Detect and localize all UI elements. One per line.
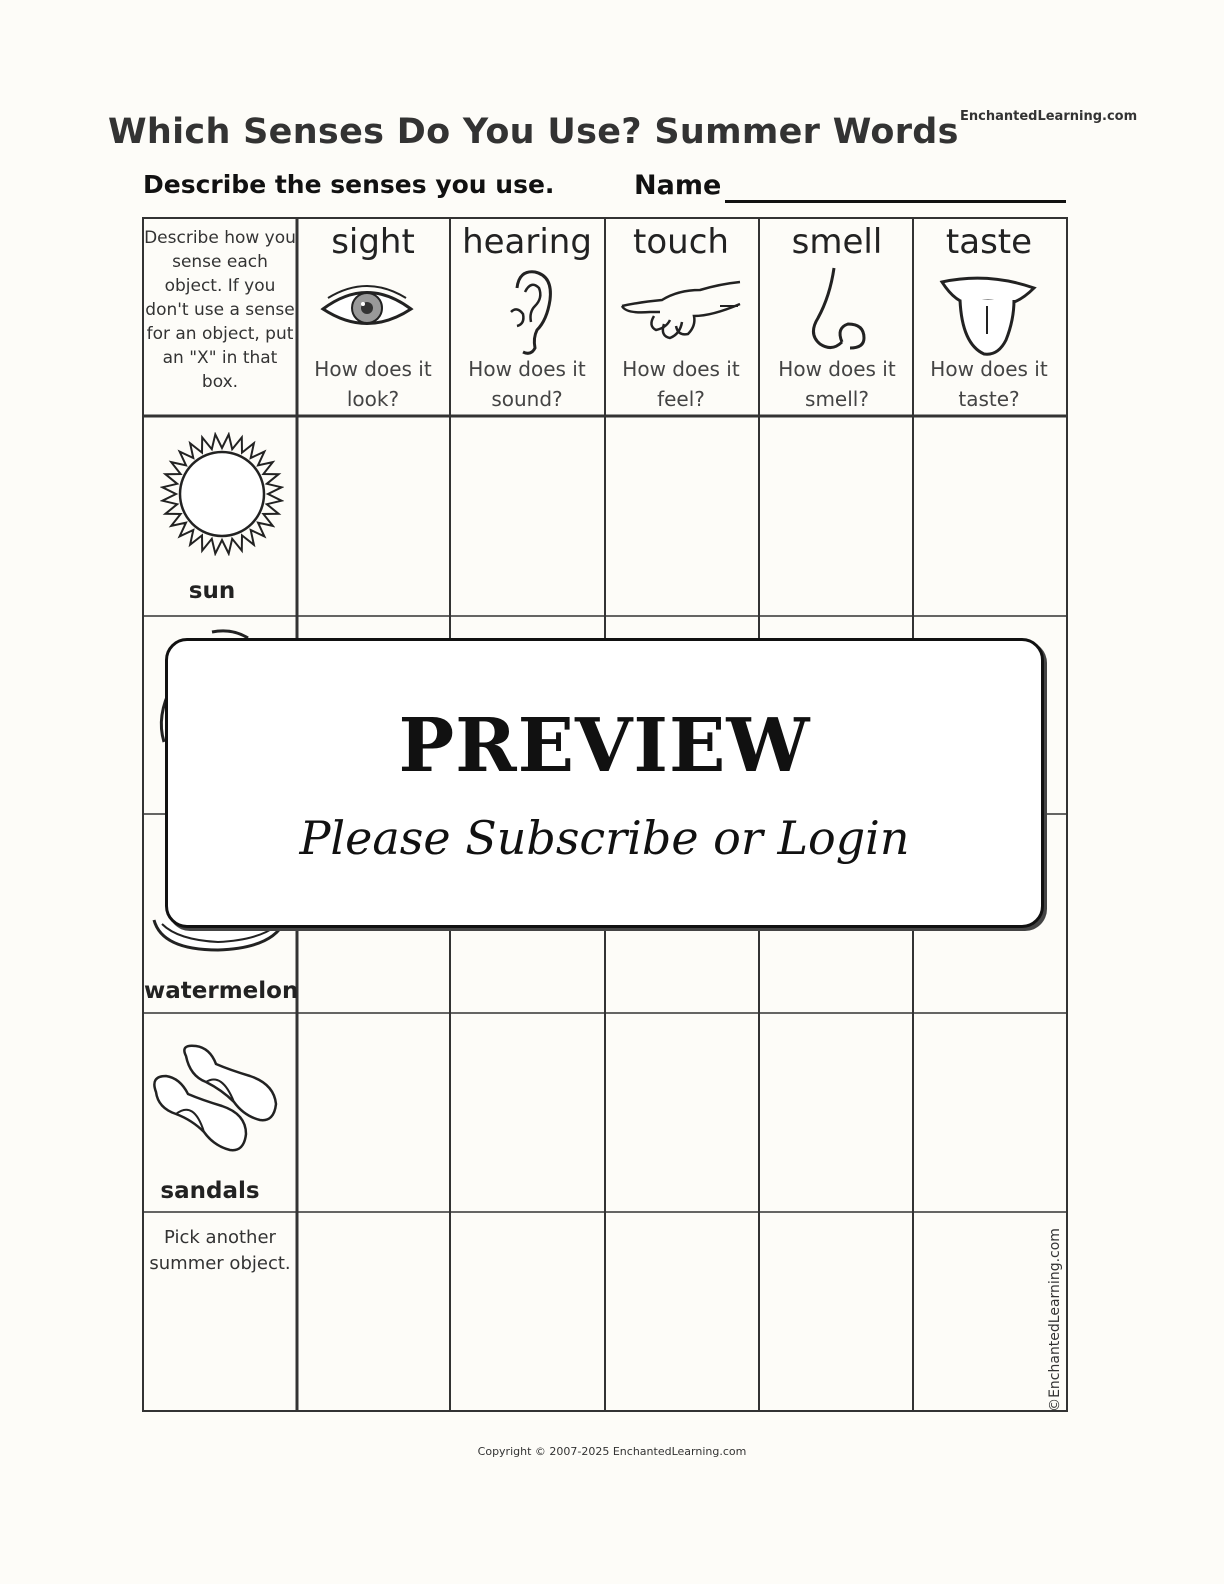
page-title: Which Senses Do You Use? Summer Words bbox=[108, 112, 959, 152]
ear-icon bbox=[505, 268, 555, 356]
row-label-sun: sun bbox=[188, 578, 236, 604]
tongue-icon bbox=[938, 274, 1038, 358]
extra-row-text: Pick another summer object. bbox=[149, 1227, 291, 1274]
sandals-icon bbox=[150, 1042, 280, 1154]
answer-cell-sun-sight[interactable] bbox=[299, 418, 448, 614]
row-label-watermelon: watermelon bbox=[144, 978, 299, 1004]
answer-cell-sandals-smell[interactable] bbox=[761, 1015, 911, 1210]
side-watermark: ©EnchantedLearning.com bbox=[1047, 1228, 1063, 1412]
hand-icon bbox=[620, 276, 742, 340]
answer-cell-another-object-sight[interactable] bbox=[299, 1214, 448, 1409]
answer-cell-sandals-touch[interactable] bbox=[607, 1015, 757, 1210]
preview-subtitle[interactable]: Please Subscribe or Login bbox=[299, 811, 910, 865]
answer-cell-sandals-hearing[interactable] bbox=[452, 1015, 603, 1210]
instruction-cell-text: Describe how you sense each object. If you don't use a sense for an object, put an "X" in that box. bbox=[144, 228, 296, 392]
answer-cell-another-object-hearing[interactable] bbox=[452, 1214, 603, 1409]
answer-cell-sandals-taste[interactable] bbox=[915, 1015, 1065, 1210]
instructions-label: Describe the senses you use. bbox=[143, 170, 555, 199]
preview-title: PREVIEW bbox=[398, 703, 811, 789]
preview-overlay[interactable] bbox=[165, 638, 1044, 928]
sense-question-smell: How does it smell? bbox=[778, 357, 896, 411]
sense-header-sight: sight bbox=[331, 222, 415, 262]
sense-header-touch: touch bbox=[633, 222, 729, 262]
answer-cell-another-object-touch[interactable] bbox=[607, 1214, 757, 1409]
answer-cell-sun-hearing[interactable] bbox=[452, 418, 603, 614]
sun-icon bbox=[160, 432, 284, 556]
answer-cell-another-object-smell[interactable] bbox=[761, 1214, 911, 1409]
name-label: Name bbox=[634, 170, 722, 201]
answer-cell-sandals-sight[interactable] bbox=[299, 1015, 448, 1210]
answer-cell-sun-smell[interactable] bbox=[761, 418, 911, 614]
copyright: Copyright © 2007-2025 EnchantedLearning.com bbox=[477, 1445, 747, 1458]
sense-question-hearing: How does it sound? bbox=[468, 357, 586, 411]
sense-question-sight: How does it look? bbox=[314, 357, 432, 411]
answer-cell-another-object-taste[interactable] bbox=[915, 1214, 1065, 1409]
row-label-sandals: sandals bbox=[160, 1178, 260, 1204]
sense-header-hearing: hearing bbox=[462, 222, 592, 262]
answer-cell-sun-taste[interactable] bbox=[915, 418, 1065, 614]
sense-header-smell: smell bbox=[791, 222, 883, 262]
nose-icon bbox=[806, 266, 870, 352]
sense-question-taste: How does it taste? bbox=[930, 357, 1048, 411]
site-brand[interactable]: EnchantedLearning.com bbox=[960, 109, 1138, 124]
eye-icon bbox=[320, 282, 414, 332]
sense-header-taste: taste bbox=[945, 222, 1033, 262]
sense-question-touch: How does it feel? bbox=[622, 357, 740, 411]
answer-cell-sun-touch[interactable] bbox=[607, 418, 757, 614]
